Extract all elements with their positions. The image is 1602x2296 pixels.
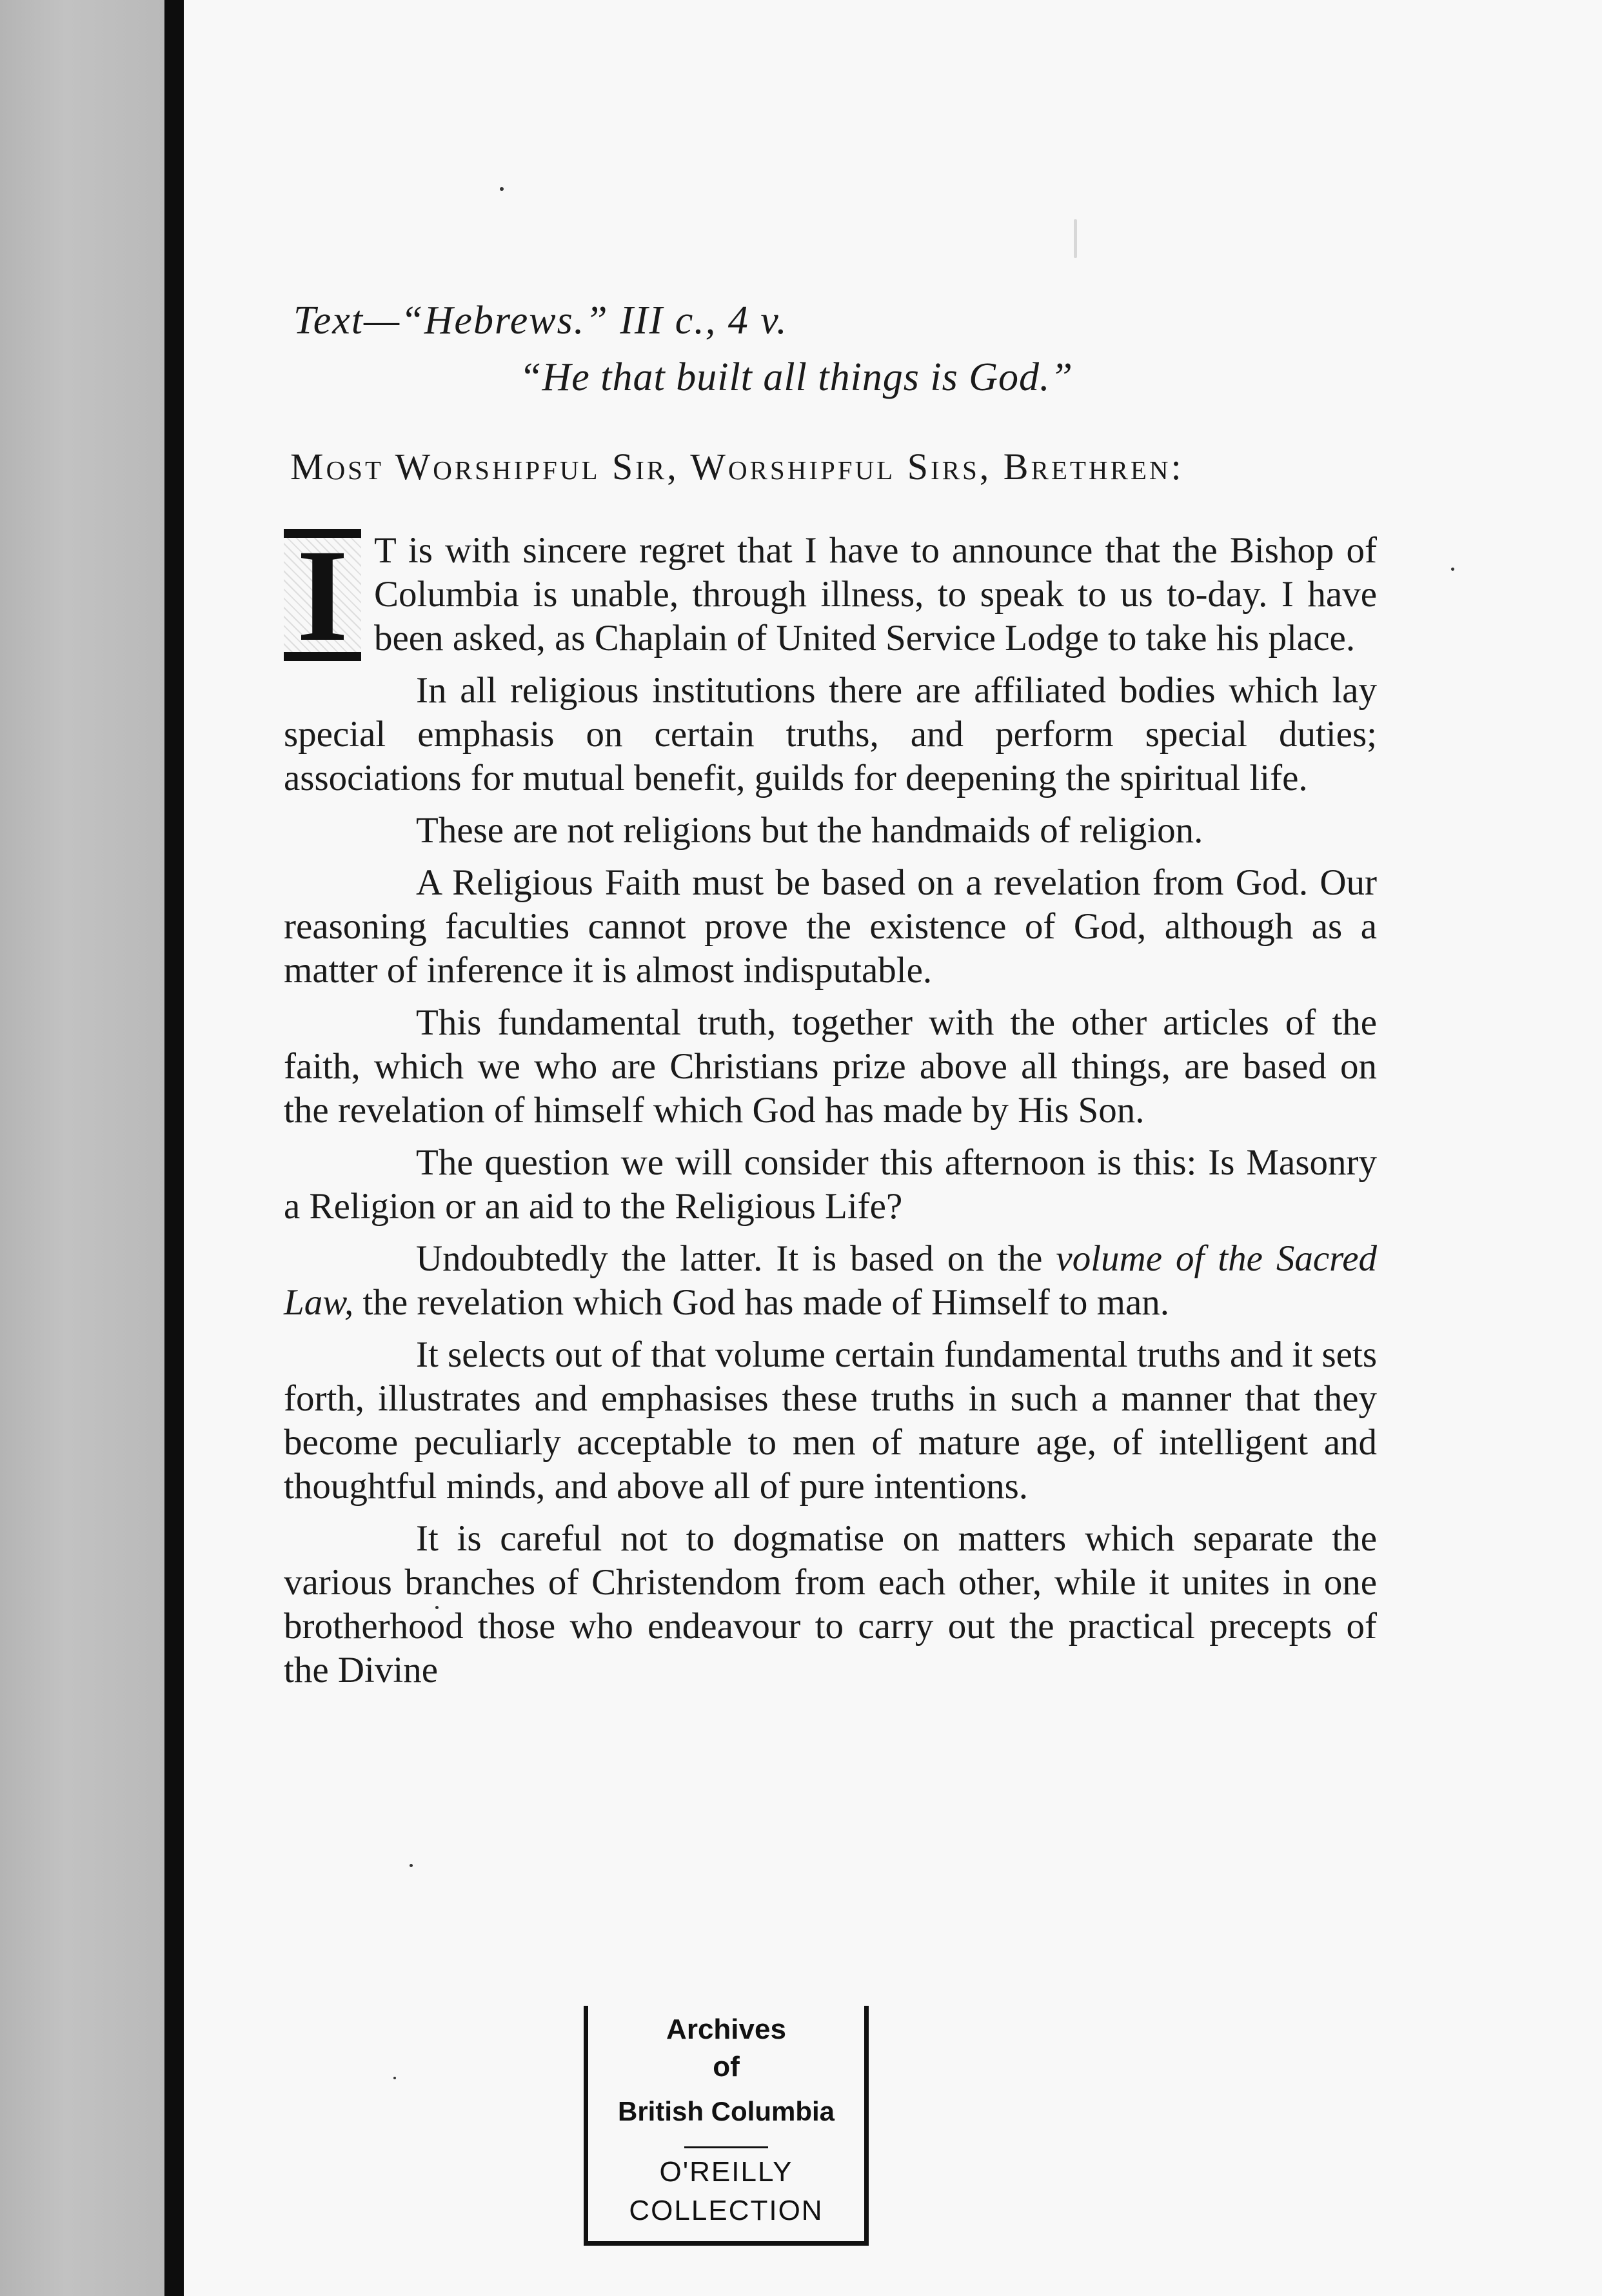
page-edge-shadow [164,0,184,2296]
archives-stamp [584,2006,869,2246]
paper-speck [500,187,504,191]
stamp-line-oreilly: O'REILLY [659,2156,793,2188]
paragraph-1 [284,522,1377,669]
scripture-quote: “He that built all things is God.” [519,355,1074,399]
paragraph-7-rest: the revelation which God has made of Himself to man. [353,1282,1169,1323]
paragraph-3: These are not religions but the handmaids of religion. [416,810,1203,851]
scripture-reference: Text—“Hebrews.” III c., 4 v. [293,299,788,342]
paragraph-2: In all religious institutions there are affiliated bodies which lay special emphasis on certain truths, and perform special duties; associations for mutual benefit, guilds for deepening the spiritual life. [284,670,1377,798]
sacred-law-phrase: volume of the Sacred Law, [284,1238,1377,1323]
stamp-line-of: of [713,2051,740,2083]
paragraph-6: The question we will consider this afternoon is this: Is Masonry a Religion or an aid to the Religious Life? [284,1142,1377,1227]
stamp-line-collection: COLLECTION [629,2195,824,2226]
drop-cap-letter: I [297,522,348,669]
paragraph-9: It is careful not to dogmatise on matters which separate the various branches of Christendom from each other, while it unites in one brotherhood those who endeavour to carry out the practical precepts of the Divine [284,1518,1377,1690]
scan-margin [0,0,164,2296]
paragraph-7 [284,1237,1377,1325]
stamp-line-british-columbia: British Columbia [617,2096,835,2126]
paragraph-7-lead: Undoubtedly the latter. It is based on the [416,1238,1056,1279]
paper-speck [1451,568,1454,571]
salutation: Most Worshipful Sir, Worshipful Sirs, Brethren: [290,446,1184,488]
paragraph-1-text: T is with sincere regret that I have to announce that the Bishop of Columbia is unable, through illness, to speak to us to-day. I have been asked, as Chaplain of United Service Lodge to take his place. [374,530,1377,658]
stamp-divider [684,2146,768,2148]
ornamental-drop-cap [284,522,361,669]
paper-speck [410,1864,413,1867]
paper-speck [393,2077,396,2079]
paper-speck [1074,219,1077,258]
paragraph-5: This fundamental truth, together with the other articles of the faith, which we who are Christians prize above all things, are based on the revelation of himself which God has made by His Son. [284,1002,1377,1131]
sermon-text [284,522,1377,1701]
paragraph-4: A Religious Faith must be based on a revelation from God. Our reasoning faculties cannot prove the existence of God, although as a matter of inference it is almost indisputable. [284,862,1377,991]
stamp-line-archives: Archives [666,2014,786,2045]
paragraph-8: It selects out of that volume certain fundamental truths and it sets forth, illustrates and emphasises these truths in such a manner that they become peculiarly acceptable to men of mature age, of intelligent and thoughtful minds, and above all of pure intentions. [284,1334,1377,1507]
